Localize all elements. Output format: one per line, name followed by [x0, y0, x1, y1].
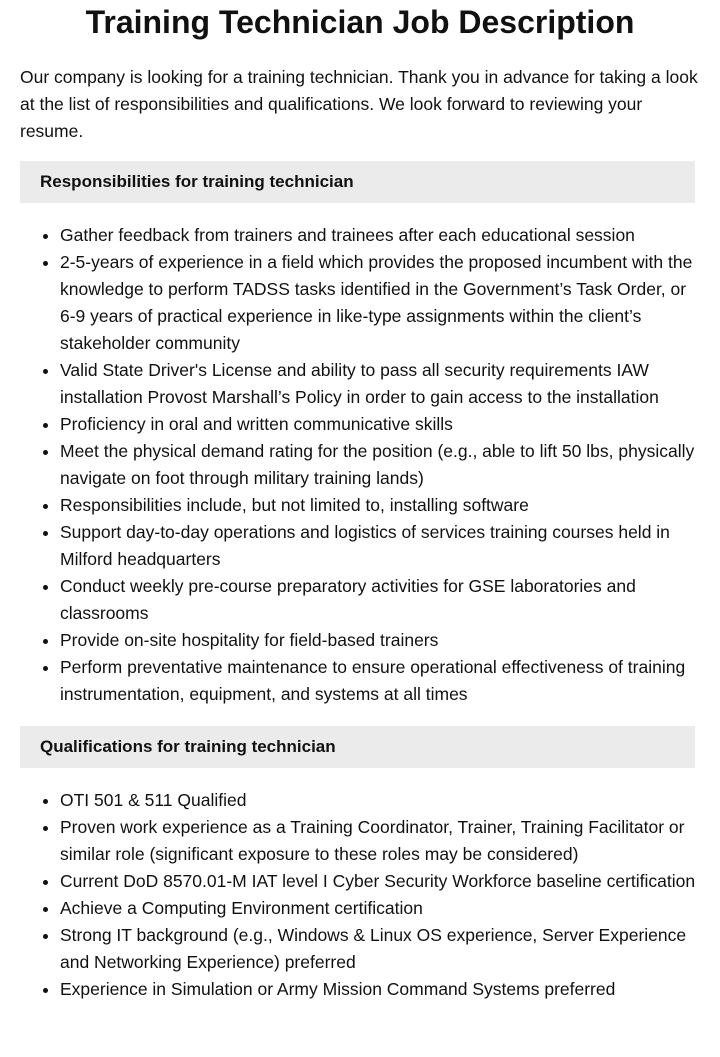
- responsibilities-list: [20, 222, 700, 708]
- list-item: • Provide on-site hospitality for field-based trainers: [60, 627, 700, 654]
- list-item: • Strong IT background (e.g., Windows & Linux OS experience, Server Experience and Networking Experience) preferred: [60, 922, 700, 976]
- list-item: • Support day-to-day operations and logistics of services training courses held in Milford headquarters: [60, 519, 700, 573]
- list-item: • Responsibilities include, but not limited to, installing software: [60, 492, 700, 519]
- list-item: • Achieve a Computing Environment certification: [60, 895, 700, 922]
- page-title: Training Technician Job Description: [85, 4, 635, 40]
- list-item: • Proficiency in oral and written communicative skills: [60, 411, 700, 438]
- list-item: • Proven work experience as a Training Coordinator, Trainer, Training Facilitator or similar role (significant exposure to these roles may be considered): [60, 814, 700, 868]
- list-item: • Experience in Simulation or Army Mission Command Systems preferred: [60, 976, 700, 1003]
- qualifications-heading: Qualifications for training technician: [20, 726, 695, 768]
- list-item: • OTI 501 & 511 Qualified: [60, 787, 700, 814]
- intro-paragraph: Our company is looking for a training technician. Thank you in advance for taking a look at the list of responsibilities and qualifications. We look forward to reviewing your resume.: [20, 67, 698, 141]
- list-item: • Valid State Driver's License and ability to pass all security requirements IAW installation Provost Marshall’s Policy in order to gain access to the installation: [60, 357, 700, 411]
- list-item: • Meet the physical demand rating for the position (e.g., able to lift 50 lbs, physically navigate on foot through military training lands): [60, 438, 700, 492]
- responsibilities-heading: Responsibilities for training technician: [20, 161, 695, 203]
- list-item: • Perform preventative maintenance to ensure operational effectiveness of training instrumentation, equipment, and systems at all times: [60, 654, 700, 708]
- list-item: • Current DoD 8570.01-M IAT level I Cyber Security Workforce baseline certification: [60, 868, 700, 895]
- list-item: • Conduct weekly pre-course preparatory activities for GSE laboratories and classrooms: [60, 573, 700, 627]
- qualifications-list: [20, 787, 700, 1003]
- list-item: • Gather feedback from trainers and trainees after each educational session: [60, 222, 700, 249]
- list-item: • 2-5-years of experience in a field which provides the proposed incumbent with the knowledge to perform TADSS tasks identified in the Government’s Task Order, or 6-9 years of practical experience in like-type assignments within the client’s stakeholder community: [60, 249, 700, 357]
